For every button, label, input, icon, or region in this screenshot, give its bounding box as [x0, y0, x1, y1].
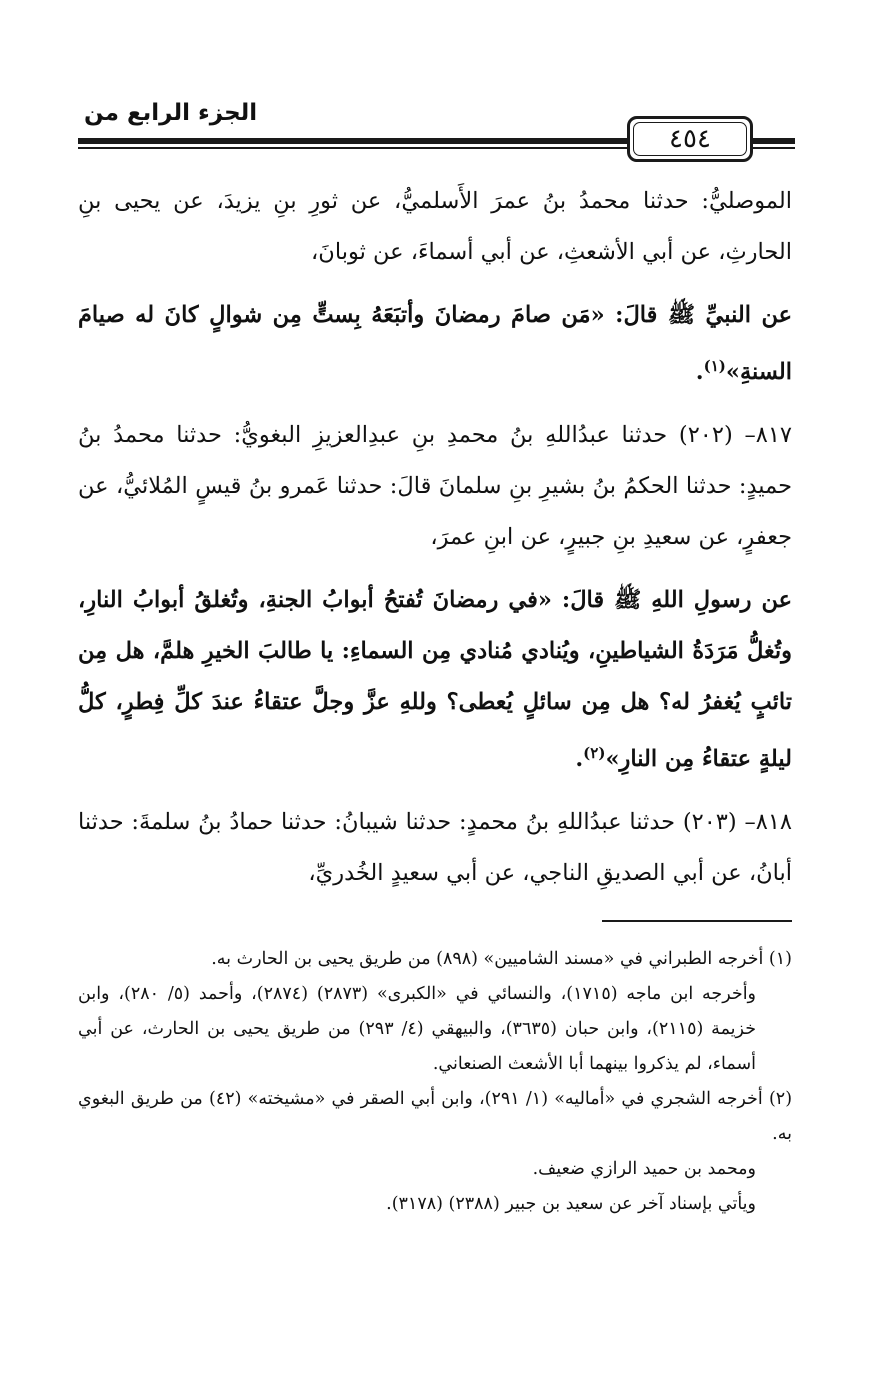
footnote-2-crossref: ويأتي بإسناد آخر عن سعيد بن جبير (٢٣٨٨) (٣١٧٨). — [386, 1194, 756, 1214]
hadith-matn-paragraph: عن النبيِّ ﷺ قالَ: «مَن صامَ رمضانَ وأتبَعَهُ بِستٍّ مِن شوالٍ كانَ له صيامَ السنةِ»$^{(١)}$. — [78, 302, 792, 385]
page-number: ٤٥٤ — [627, 116, 753, 162]
paragraph-text: عن رسولِ اللهِ ﷺ قالَ: «في رمضانَ تُفتحُ أبوابُ الجنةِ، وتُغلقُ أبوابُ النارِ، وتُغلُّ مَرَدَةُ الشياطينِ، ويُنادي مُنادي مِن السماءِ: يا طالبَ الخيرِ هلمَّ، هل مِن تائبٍ يُغفرُ له؟ هل مِن سائلٍ يُعطى؟ وللهِ عزَّ وجلَّ عتقاءُ عندَ كلِّ فِطرٍ، كلُّ ليلةٍ عتقاءُ مِن النارِ» — [78, 587, 792, 772]
hadith-matn-paragraph: عن رسولِ اللهِ ﷺ قالَ: «في رمضانَ تُفتحُ أبوابُ الجنةِ، وتُغلقُ أبوابُ النارِ، وتُغلُّ مَرَدَةُ الشياطينِ، ويُنادي مُنادي مِن السماءِ: يا طالبَ الخيرِ هلمَّ، هل مِن تائبٍ يُغفرُ له؟ هل مِن سائلٍ يُعطى؟ وللهِ عزَّ وجلَّ عتقاءُ عندَ كلِّ فِطرٍ، كلُّ ليلةٍ عتقاءُ مِن النارِ»$^{(٢)}$. — [78, 587, 792, 772]
isnad-paragraph — [78, 176, 792, 278]
footnote-2-note: ومحمد بن حميد الرازي ضعيف. — [532, 1159, 756, 1179]
footnote-separator — [602, 920, 792, 922]
paragraph-text: ٨١٨– (٢٠٣) حدثنا عبدُاللهِ بنُ محمدٍ: حدثنا شيبانُ: حدثنا حمادُ بنُ سلمةَ: حدثنا أبانُ، عن أبي الصديقِ الناجي، عن أبي سعيدٍ الخُدريِّ، — [78, 809, 792, 886]
isnad-paragraph — [78, 410, 792, 563]
page-header — [78, 98, 795, 160]
paragraph-text: عن النبيِّ ﷺ قالَ: «مَن صامَ رمضانَ وأتبَعَهُ بِستٍّ مِن شوالٍ كانَ له صيامَ السنةِ» — [78, 302, 792, 385]
book-part-title: الجزء الرابع من — [78, 100, 263, 126]
paragraph-text: الموصليُّ: حدثنا محمدُ بنُ عمرَ الأَسلميُّ، عن ثورِ بنِ يزيدَ، عن يحيى بنِ الحارثِ، عن أبي الأشعثِ، عن أبي أسماءَ، عن ثوبانَ، — [78, 188, 792, 265]
paragraph-text: ٨١٧– (٢٠٢) حدثنا عبدُاللهِ بنُ محمدِ بنِ عبدِالعزيزِ البغويُّ: حدثنا محمدُ بنُ حميدٍ: حدثنا الحكمُ بنُ بشيرِ بنِ سلمانَ قالَ: حدثنا عَمرو بنُ قيسٍ المُلائيُّ، عن جعفرٍ، عن سعيدِ بنِ جبيرٍ، عن ابنِ عمرَ، — [78, 422, 793, 550]
isnad-paragraph — [78, 797, 792, 899]
footnote-1-continuation: وأخرجه ابن ماجه (١٧١٥)، والنسائي في «الكبرى» (٢٨٧٣) (٢٨٧٤)، وأحمد (٥/ ٢٨٠)، وابن خزيمة (٢١١٥)، وابن حبان (٣٦٣٥)، والبيهقي (٤/ ٢٩٣) من طريق يحيى بن الحارث، عن أبي أسماء، لم يذكروا بينهما أبا الأشعث الصنعاني. — [78, 984, 757, 1074]
footnote-ref-1[interactable]: (١) — [703, 357, 726, 375]
footnote-2: (٢) أخرجه الشجري في «أماليه» (١/ ٢٩١)، وابن أبي الصقر في «مشيخته» (٤٢) من طريق البغوي به. — [78, 1089, 793, 1144]
main-text — [78, 176, 792, 899]
footnotes-section — [78, 942, 792, 1222]
footnote-1: (١) أخرجه الطبراني في «مسند الشاميين» (٨٩٨) من طريق يحيى بن الحارث به. — [211, 949, 792, 969]
footnote-ref-2[interactable]: (٢) — [583, 744, 606, 762]
